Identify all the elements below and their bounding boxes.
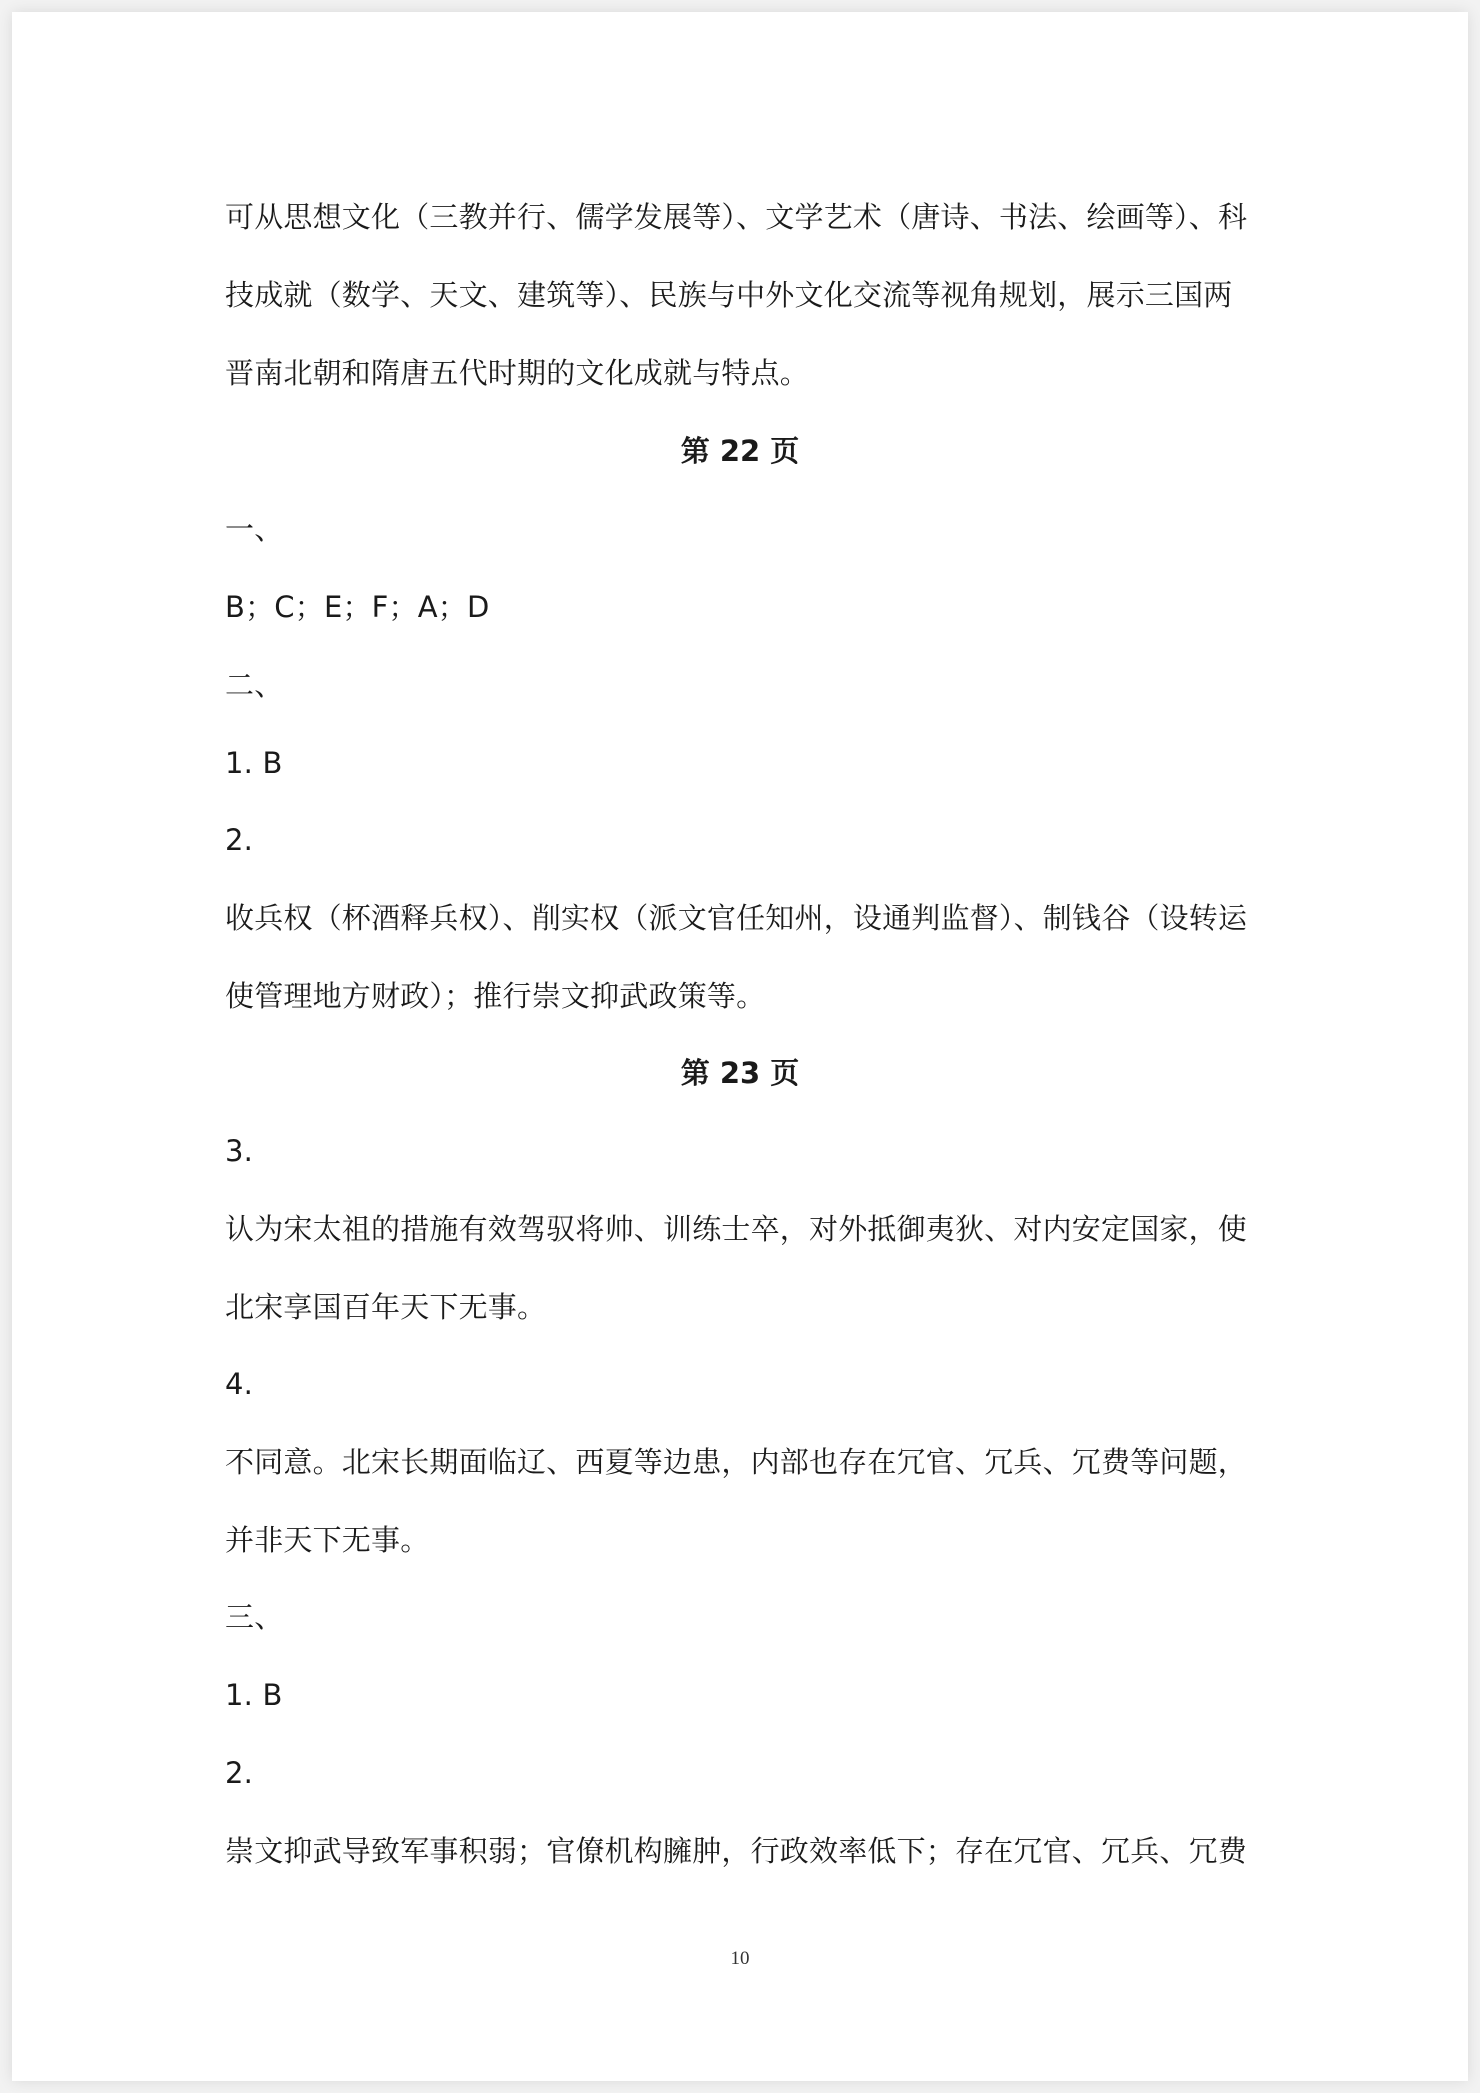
question-3-answer-line-1: 认为宋太祖的措施有效驾驭将帅、训练士卒，对外抵御夷狄、对内安定国家，使: [225, 1212, 1248, 1246]
question-4: 4.: [225, 1367, 254, 1401]
question-3: 3.: [225, 1134, 254, 1168]
part-three-question-2: 2.: [225, 1756, 254, 1790]
question-2-answer-line-2: 使管理地方财政）；推行崇文抑武政策等。: [225, 979, 766, 1013]
part-three-label: 三、: [225, 1600, 284, 1634]
page-number: 10: [730, 1948, 750, 1969]
part-one-label: 一、: [225, 512, 284, 546]
section-heading-page-22: 第 22 页: [680, 434, 800, 468]
part-three-question-2-answer-line-1: 崇文抑武导致军事积弱；官僚机构臃肿，行政效率低下；存在冗官、冗兵、冗费: [225, 1834, 1248, 1868]
intro-line-3: 晋南北朝和隋唐五代时期的文化成就与特点。: [225, 356, 810, 390]
part-one-answers: B；C；E；F；A；D: [225, 590, 490, 624]
intro-line-1: 可从思想文化（三教并行、儒学发展等）、文学艺术（唐诗、书法、绘画等）、科: [225, 200, 1248, 234]
intro-line-2: 技成就（数学、天文、建筑等）、民族与中外文化交流等视角规划，展示三国两: [225, 278, 1233, 312]
part-three-question-1: 1. B: [225, 1678, 283, 1712]
question-4-answer-line-2: 并非天下无事。: [225, 1523, 430, 1557]
part-two-label: 二、: [225, 668, 284, 702]
question-1: 1. B: [225, 746, 283, 780]
question-2: 2.: [225, 823, 254, 857]
question-2-answer-line-1: 收兵权（杯酒释兵权）、削实权（派文官任知州，设通判监督）、制钱谷（设转运: [225, 901, 1248, 935]
section-heading-page-23: 第 23 页: [680, 1056, 800, 1090]
question-4-answer-line-1: 不同意。北宋长期面临辽、西夏等边患，内部也存在冗官、冗兵、冗费等问题，: [225, 1445, 1248, 1479]
question-3-answer-line-2: 北宋享国百年天下无事。: [225, 1290, 547, 1324]
